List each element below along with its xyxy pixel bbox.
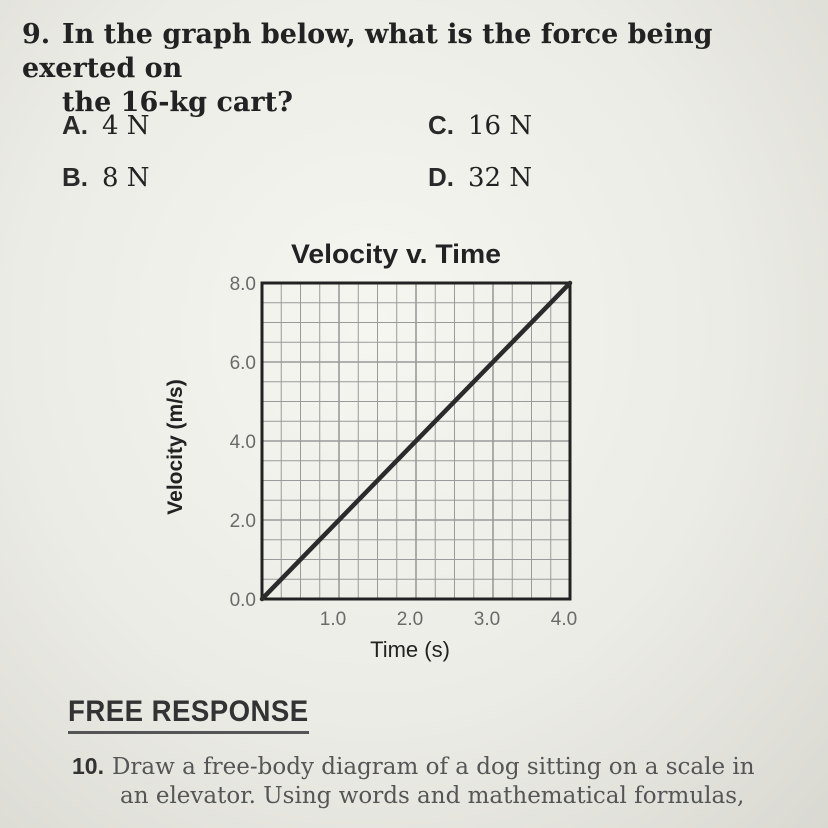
question-text-line-1: In the graph below, what is the force being exerted on [22,19,713,84]
choice-text: 4 N [102,111,150,141]
x-axis-label: Time (s) [370,637,450,662]
x-tick-label: 3.0 [473,609,501,630]
choice-text: 8 N [102,163,150,193]
x-tick-label: 2.0 [396,609,424,630]
question-10-line-1 [72,752,812,782]
question-number: 9. [22,19,51,50]
choice-letter: B. [62,162,88,192]
choice-text: 16 N [468,111,533,141]
x-tick-label: 1.0 [319,609,347,630]
y-tick-label: 6.0 [229,353,256,374]
y-axis-label: Velocity (m/s) [164,379,187,515]
choice-letter: A. [62,110,88,140]
chart-title: Velocity v. Time [291,239,501,269]
x-tick-label: 4.0 [550,609,578,630]
question-10-text-line-2: an elevator. Using words and mathematical formulas, [120,783,745,809]
y-tick-label: 4.0 [229,432,256,453]
free-response-heading: FREE RESPONSE [68,695,309,734]
y-tick-label: 0.0 [229,590,256,611]
choice-c[interactable] [428,110,532,141]
question-10 [72,752,812,811]
choice-b[interactable] [62,162,150,193]
choice-text: 32 N [468,163,533,193]
choice-a[interactable] [62,110,150,141]
y-tick-label: 8.0 [229,274,256,295]
y-tick-label: 2.0 [229,511,256,532]
choice-letter: C. [428,110,454,140]
question-10-number: 10. [72,753,104,779]
question-text-line-2: the 16-kg cart? [62,87,293,118]
choice-d[interactable] [428,162,532,193]
question-10-text-line-1: Draw a free-body diagram of a dog sitting on a scale in [111,754,755,780]
choice-letter: D. [428,162,454,192]
velocity-time-chart [130,225,610,675]
question-9 [22,18,812,120]
question-line-1 [22,18,812,86]
